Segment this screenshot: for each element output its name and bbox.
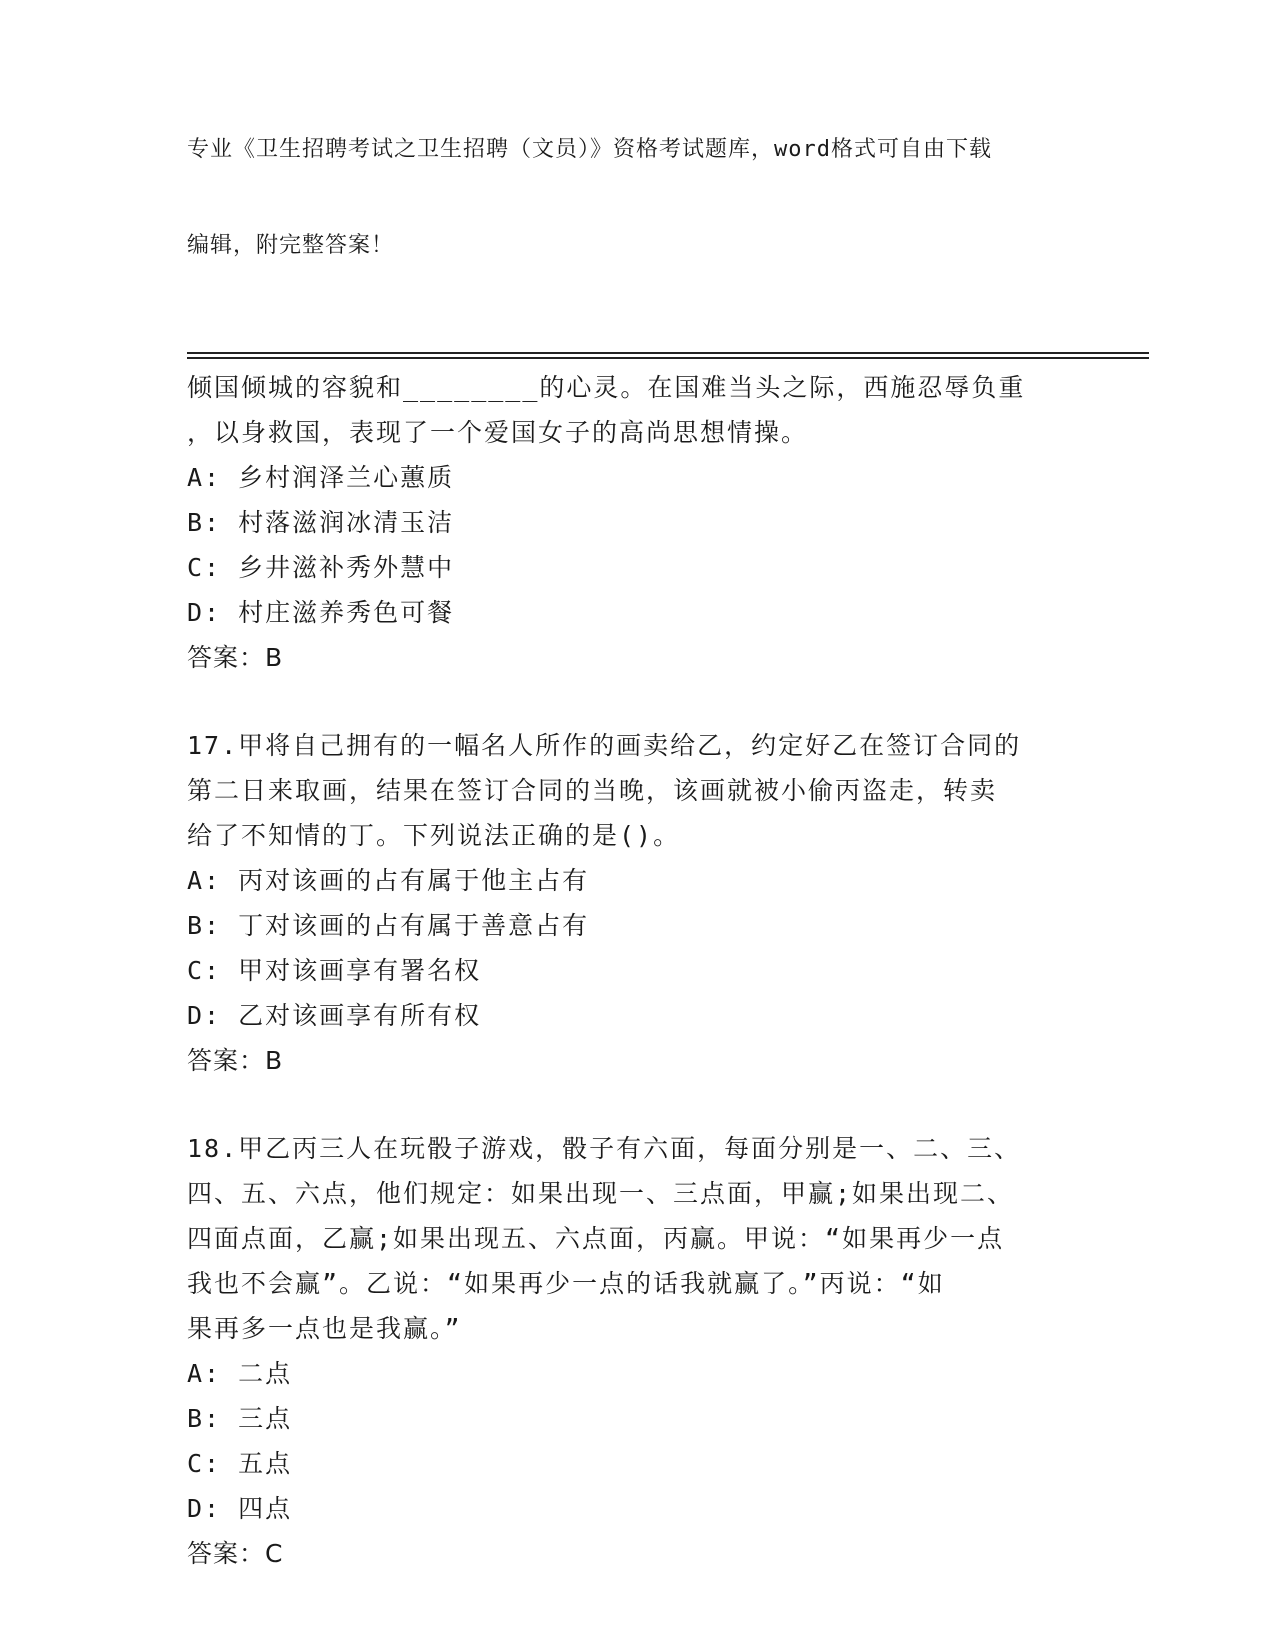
question-stem-line: 倾国倾城的容貌和________的心灵。在国难当头之际，西施忍辱负重 xyxy=(187,373,1026,402)
option-c: C: 五点 xyxy=(187,1449,293,1478)
question-stem-line: 果再多一点也是我赢。” xyxy=(187,1314,462,1343)
option-c: C: 乡井滋补秀外慧中 xyxy=(187,553,455,582)
answer-label: 答案：B xyxy=(187,1046,284,1075)
answer-label: 答案：B xyxy=(187,643,284,672)
answer-label: 答案：C xyxy=(187,1539,284,1568)
question-list xyxy=(187,365,1147,1576)
question-stem-line: ，以身救国，表现了一个爱国女子的高尚思想情操。 xyxy=(187,418,809,447)
header-line-1: 专业《卫生招聘考试之卫生招聘（文员）》资格考试题库，word格式可自由下载 xyxy=(187,137,992,162)
question-stem-line: 给了不知情的丁。下列说法正确的是()。 xyxy=(187,821,681,850)
question-16 xyxy=(187,365,1147,680)
option-a: A: 二点 xyxy=(187,1359,293,1388)
question-17 xyxy=(187,723,1147,1083)
option-b: B: 丁对该画的占有属于善意占有 xyxy=(187,911,590,940)
question-stem-line: 四、五、六点，他们规定：如果出现一、三点面，甲赢;如果出现二、 xyxy=(187,1179,1015,1208)
option-b: B: 三点 xyxy=(187,1404,293,1433)
option-d: D: 乙对该画享有所有权 xyxy=(187,1001,482,1030)
document-page xyxy=(187,70,1147,1576)
question-18 xyxy=(187,1126,1147,1576)
question-stem-line: 17.甲将自己拥有的一幅名人所作的画卖给乙，约定好乙在签订合同的 xyxy=(187,731,1022,760)
document-header xyxy=(187,70,1067,326)
option-d: D: 四点 xyxy=(187,1494,293,1523)
question-stem-line: 我也不会赢”。乙说：“如果再少一点的话我就赢了。”丙说：“如 xyxy=(187,1269,945,1298)
question-stem-line: 四面点面，乙赢;如果出现五、六点面，丙赢。甲说：“如果再少一点 xyxy=(187,1224,1005,1253)
option-a: A: 乡村润泽兰心蕙质 xyxy=(187,463,455,492)
option-b: B: 村落滋润冰清玉洁 xyxy=(187,508,455,537)
header-line-2: 编辑，附完整答案！ xyxy=(187,233,395,258)
option-d: D: 村庄滋养秀色可餐 xyxy=(187,598,455,627)
header-divider xyxy=(187,352,1149,359)
option-c: C: 甲对该画享有署名权 xyxy=(187,956,482,985)
question-stem-line: 第二日来取画，结果在签订合同的当晚，该画就被小偷丙盗走，转卖 xyxy=(187,776,998,805)
question-stem-line: 18.甲乙丙三人在玩骰子游戏，骰子有六面，每面分别是一、二、三、 xyxy=(187,1134,1022,1163)
option-a: A: 丙对该画的占有属于他主占有 xyxy=(187,866,590,895)
